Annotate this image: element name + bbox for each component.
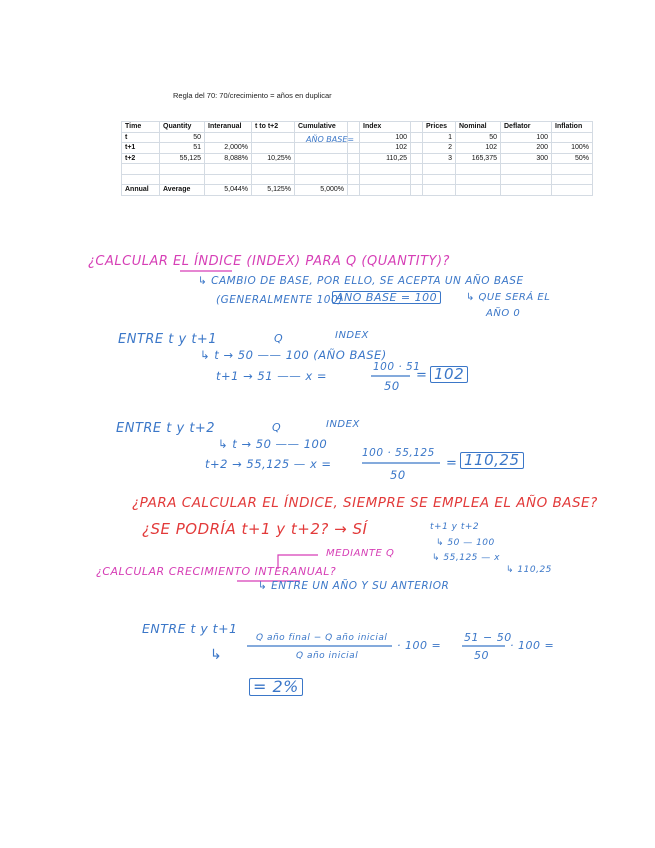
anio-base-annotation: AÑO BASE= xyxy=(306,135,355,144)
table-cell: 51 xyxy=(160,143,205,154)
note-question-crecimiento: ¿CALCULAR CRECIMIENTO INTERANUAL? xyxy=(96,565,337,578)
column-header: Index xyxy=(360,122,411,133)
table-cell: Average xyxy=(160,185,205,196)
section2-line2: t+2 → 55,125 — x = xyxy=(205,457,332,471)
section1-index: INDEX xyxy=(335,330,369,341)
table-cell: 100 xyxy=(501,132,552,143)
table-cell: 2 xyxy=(423,143,456,154)
side-note-line3: ↳ 110,25 xyxy=(506,565,552,575)
note-que-sera: ↳ QUE SERÁ EL xyxy=(466,292,551,303)
note-anio-cero: AÑO 0 xyxy=(486,308,521,319)
table-cell: 110,25 xyxy=(360,153,411,164)
table-cell: 5,125% xyxy=(252,185,295,196)
section1-line1: ↳ t → 50 —— 100 (AÑO BASE) xyxy=(200,348,387,362)
side-note-line2: ↳ 55,125 — x xyxy=(432,553,500,563)
table-cell: 5,044% xyxy=(205,185,252,196)
table-cell: 165,375 xyxy=(456,153,501,164)
table-cell: t+2 xyxy=(122,153,160,164)
table-cell: 100 xyxy=(360,132,411,143)
table-cell: 50 xyxy=(456,132,501,143)
section2-line1: ↳ t → 50 —— 100 xyxy=(218,437,328,451)
table-cell: 300 xyxy=(501,153,552,164)
table-cell: Annual xyxy=(122,185,160,196)
column-header: Interanual xyxy=(205,122,252,133)
note-anio-base-box: AÑO BASE = 100 xyxy=(332,291,441,304)
section3-denominator2: 50 xyxy=(474,649,489,662)
section2-denominator: 50 xyxy=(390,468,406,482)
table-cell: 5,000% xyxy=(295,185,348,196)
table-cell: 102 xyxy=(360,143,411,154)
column-header: Quantity xyxy=(160,122,205,133)
table-cell: t xyxy=(122,132,160,143)
section1-q: Q xyxy=(274,332,284,345)
page-title: Regla del 70: 70/crecimiento = años en duplicar xyxy=(173,91,332,100)
section3-multiply: · 100 = xyxy=(397,639,442,652)
column-header: Time xyxy=(122,122,160,133)
section1-numerator: 100 · 51 xyxy=(373,361,421,373)
section3-numerator2: 51 − 50 xyxy=(464,631,512,644)
section2-q: Q xyxy=(272,421,282,434)
section1-title: ENTRE t y t+1 xyxy=(118,332,218,347)
note-entre-anio: ↳ ENTRE UN AÑO Y SU ANTERIOR xyxy=(258,580,450,592)
note-question-anio-base: ¿PARA CALCULAR EL ÍNDICE, SIEMPRE SE EMPLEA EL AÑO BASE? xyxy=(132,495,598,511)
section3-numerator: Q año final − Q año inicial xyxy=(256,633,388,643)
note-generalmente: (GENERALMENTE 100) xyxy=(216,294,343,306)
section2-numerator: 100 · 55,125 xyxy=(362,447,435,459)
section2-index: INDEX xyxy=(326,419,360,430)
section2-title: ENTRE t y t+2 xyxy=(116,421,216,436)
section3-arrow: ↳ xyxy=(210,647,223,663)
section3-title: ENTRE t y t+1 xyxy=(142,621,238,636)
table-cell: 8,088% xyxy=(205,153,252,164)
side-note-title: t+1 y t+2 xyxy=(430,522,480,532)
section1-result: 102 xyxy=(430,366,468,383)
side-note-line1: ↳ 50 — 100 xyxy=(436,538,495,548)
section1-equals: = xyxy=(416,368,428,383)
note-question-index: ¿CALCULAR EL ÍNDICE (INDEX) PARA Q (QUANTITY)? xyxy=(88,254,450,269)
table-cell: 50 xyxy=(160,132,205,143)
column-header: Deflator xyxy=(501,122,552,133)
table-cell: t+1 xyxy=(122,143,160,154)
table-cell: 1 xyxy=(423,132,456,143)
section2-result: 110,25 xyxy=(460,452,524,469)
note-mediante-q: MEDIANTE Q xyxy=(326,548,395,559)
column-header: Inflation xyxy=(552,122,593,133)
table-cell: 55,125 xyxy=(160,153,205,164)
section3-result: = 2% xyxy=(249,678,303,696)
table-cell: 10,25% xyxy=(252,153,295,164)
column-header: Prices xyxy=(423,122,456,133)
note-question-podria: ¿SE PODRÍA t+1 y t+2? → SÍ xyxy=(142,520,368,538)
note-cambio-base: ↳ CAMBIO DE BASE, POR ELLO, SE ACEPTA UN AÑO BASE xyxy=(198,275,524,287)
section1-denominator: 50 xyxy=(384,379,400,393)
section3-denominator: Q año inicial xyxy=(296,651,359,661)
column-header: t to t+2 xyxy=(252,122,295,133)
column-header: Cumulative xyxy=(295,122,348,133)
table-cell: 2,000% xyxy=(205,143,252,154)
table-cell: 100% xyxy=(552,143,593,154)
section2-equals: = xyxy=(446,456,458,471)
section3-multiply2: · 100 = xyxy=(510,639,555,652)
table-cell: 102 xyxy=(456,143,501,154)
section1-line2: t+1 → 51 —— x = xyxy=(216,369,327,383)
table-cell: 3 xyxy=(423,153,456,164)
table-cell: 50% xyxy=(552,153,593,164)
table-cell: 200 xyxy=(501,143,552,154)
column-header: Nominal xyxy=(456,122,501,133)
